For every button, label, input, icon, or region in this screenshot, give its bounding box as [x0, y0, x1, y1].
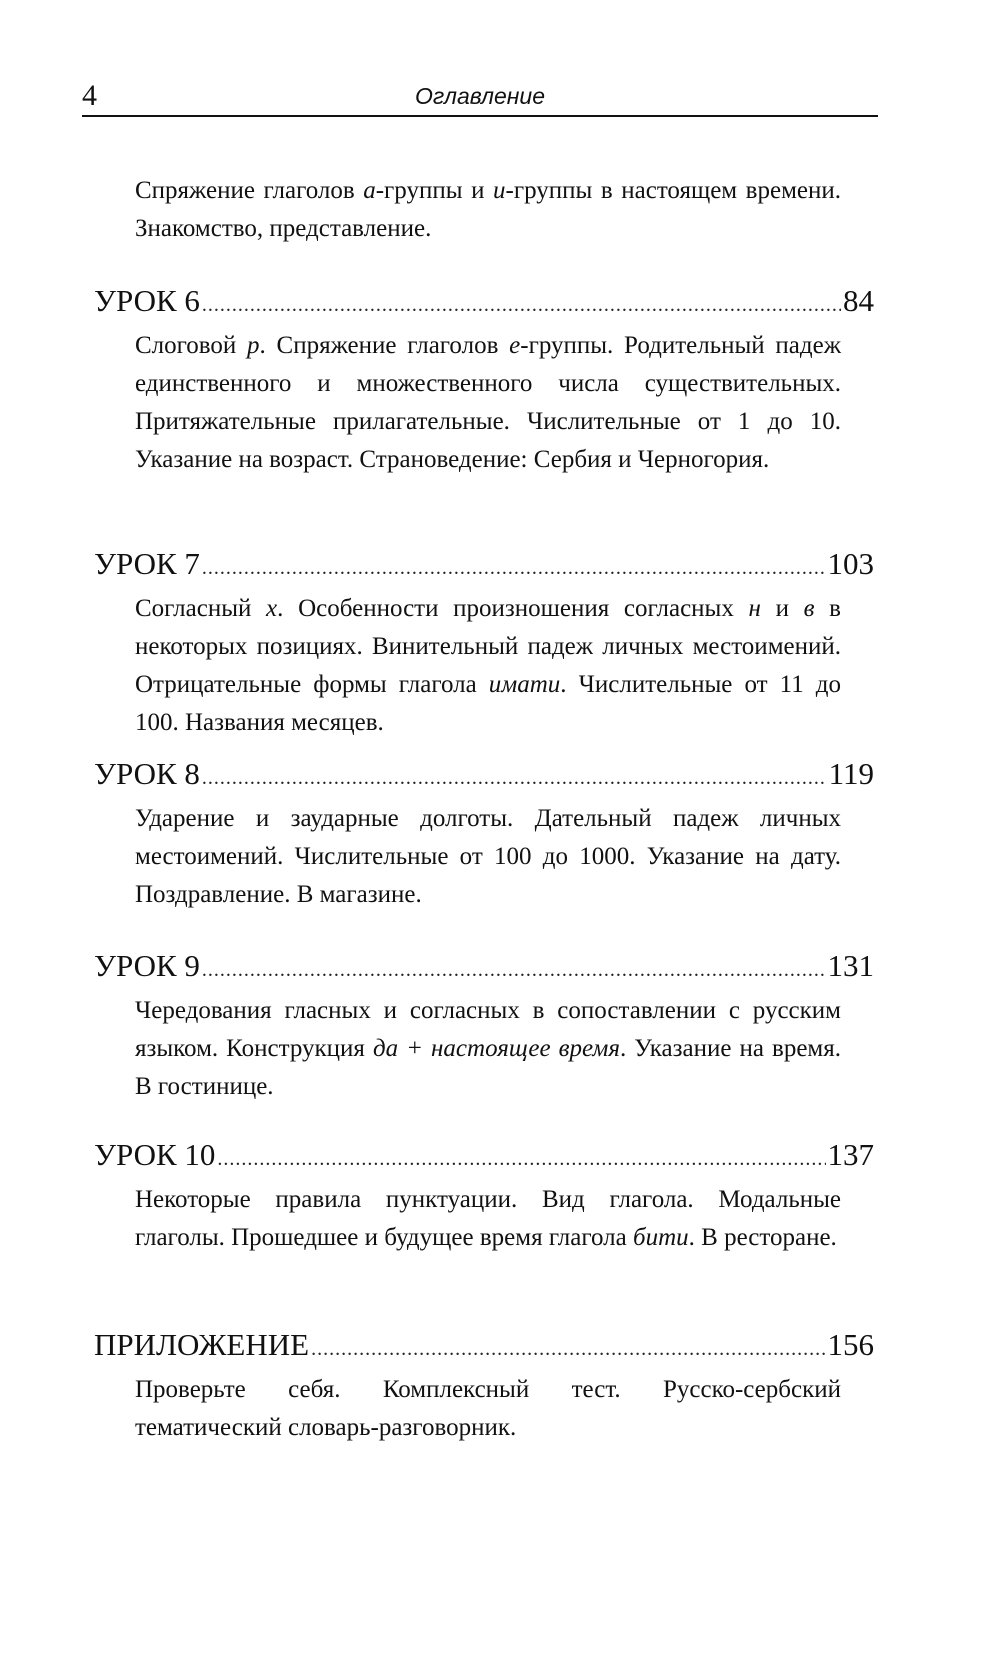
toc-entry-page[interactable]: 84 [843, 283, 874, 318]
intro-continuation [135, 172, 841, 248]
toc-entry-heading[interactable] [94, 1325, 874, 1369]
toc-entry-page[interactable]: 131 [827, 948, 874, 983]
toc-entry-description: Слоговой р. Спряжение глаголов е-группы. Родительный падеж единственного и множественного числа существительных. Притяжательные прилагательные. Числительные от 1 до 10. Указание на возраст. Страноведение: Сербия и Черногория. [135, 332, 841, 473]
dot-leader [311, 1329, 825, 1369]
toc-entry-lesson-9[interactable] [94, 946, 874, 1106]
toc-entry-title[interactable]: УРОК 7 [94, 546, 200, 581]
toc-entry-lesson-6[interactable] [94, 281, 874, 479]
toc-entry-description: Согласный х. Особенности произношения согласных н и в в некоторых позициях. Винительный падеж личных местоимений. Отрицательные формы глагола имати. Числительные от 11 до 100. Названия месяцев. [135, 595, 842, 736]
header-rule [82, 115, 878, 117]
dot-leader [202, 758, 827, 798]
toc-entry-page[interactable]: 119 [828, 756, 874, 791]
running-title: Оглавление [415, 83, 545, 109]
toc-entry-title[interactable]: ПРИЛОЖЕНИЕ [94, 1327, 310, 1362]
toc-entry-lesson-8[interactable] [94, 754, 874, 914]
toc-entry-heading[interactable] [94, 281, 874, 325]
toc-entry-description: Проверьте себя. Комплексный тест. Русско-сербский тематический словарь-разговорник. [135, 1376, 841, 1441]
toc-entry-page[interactable]: 103 [827, 546, 874, 581]
toc-entry-title[interactable]: УРОК 6 [94, 283, 200, 318]
dot-leader [202, 950, 826, 990]
toc-entry-description: Некоторые правила пунктуации. Вид глагола. Модальные глаголы. Прошедшее и будущее время глагола бити. В ресторане. [135, 1186, 841, 1251]
toc-entry-lesson-7[interactable] [94, 544, 874, 742]
toc-entry-appendix[interactable] [94, 1325, 874, 1447]
toc-entry-description: Чередования гласных и согласных в сопоставлении с русским языком. Конструкция да + настоящее время. Указание на время. В гостинице. [135, 997, 841, 1100]
toc-entry-lesson-10[interactable] [94, 1135, 874, 1257]
toc-entry-heading[interactable] [94, 544, 874, 588]
dot-leader [202, 285, 841, 325]
toc-entry-heading[interactable] [94, 1135, 874, 1179]
page-number: 4 [82, 79, 97, 112]
toc-entry-description: Ударение и заударные долготы. Дательный падеж личных местоимений. Числительные от 100 до 1000. Указание на дату. Поздравление. В магазине. [135, 805, 841, 908]
intro-description: Спряжение глаголов а-группы и и-группы в настоящем времени. Знакомство, представление. [135, 177, 842, 242]
toc-entry-page[interactable]: 137 [827, 1137, 874, 1172]
toc-entry-heading[interactable] [94, 754, 874, 798]
dot-leader [202, 548, 826, 588]
toc-entry-title[interactable]: УРОК 9 [94, 948, 200, 983]
toc-entry-page[interactable]: 156 [827, 1327, 874, 1362]
dot-leader [217, 1139, 825, 1179]
toc-entry-title[interactable]: УРОК 10 [94, 1137, 216, 1172]
page-header [82, 76, 878, 118]
toc-entry-title[interactable]: УРОК 8 [94, 756, 200, 791]
toc-entry-heading[interactable] [94, 946, 874, 990]
